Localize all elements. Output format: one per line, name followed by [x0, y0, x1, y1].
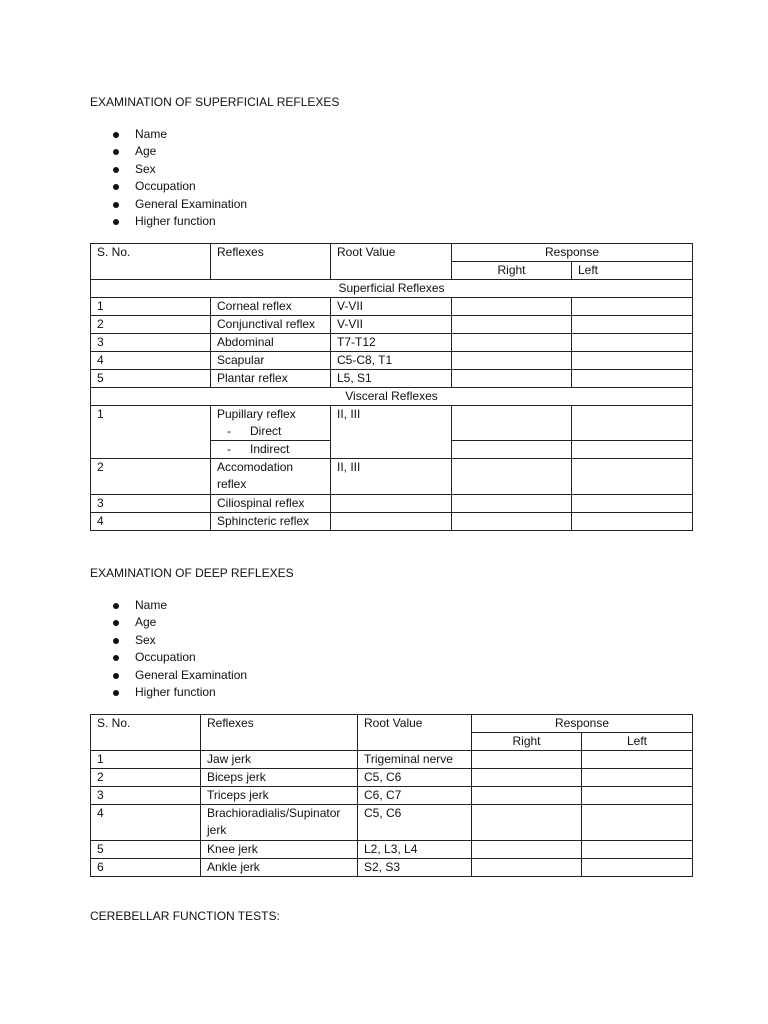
deep-heading: EXAMINATION OF DEEP REFLEXES [90, 566, 294, 580]
table-row [91, 406, 693, 441]
cell-sno: 2 [91, 769, 201, 787]
cell-root: C6, C7 [358, 787, 472, 805]
header-response: Response [452, 244, 693, 262]
bullet-icon [113, 149, 119, 155]
table-row [91, 459, 693, 495]
cell-left [572, 459, 693, 495]
table-row [91, 316, 693, 334]
list-item: Higher function [110, 213, 247, 230]
pupillary-indirect: - Indirect [227, 442, 290, 456]
cell-right [472, 805, 582, 841]
cell-right [472, 769, 582, 787]
cell-right [452, 316, 572, 334]
cell-right [472, 787, 582, 805]
superficial-bullet-list [110, 126, 247, 230]
cell-sno: 1 [91, 406, 211, 459]
cell-sno: 5 [91, 841, 201, 859]
cell-reflex: Brachioradialis/Supinator jerk [201, 805, 358, 841]
bullet-icon [113, 690, 119, 696]
cell-right [472, 751, 582, 769]
cell-reflex: Scapular [211, 352, 331, 370]
bullet-icon [113, 673, 119, 679]
cell-right [472, 859, 582, 877]
table-row [91, 769, 693, 787]
header-sno: S. No. [91, 715, 201, 751]
cell-reflex: Ciliospinal reflex [211, 495, 331, 513]
list-item: Name [110, 126, 247, 143]
list-item: General Examination [110, 667, 247, 684]
header-response: Response [472, 715, 693, 733]
cell-left [572, 495, 693, 513]
cell-root: C5, C6 [358, 769, 472, 787]
table-row [91, 751, 693, 769]
table-row [91, 334, 693, 352]
cell-root: C5, C6 [358, 805, 472, 841]
cell-sno: 4 [91, 352, 211, 370]
cell-sno: 2 [91, 316, 211, 334]
cell-reflex: Biceps jerk [201, 769, 358, 787]
cell-sno: 1 [91, 751, 201, 769]
list-item: Higher function [110, 684, 247, 701]
cell-right [452, 513, 572, 531]
list-item: Age [110, 143, 247, 160]
bullet-icon [113, 132, 119, 138]
header-reflexes: Reflexes [201, 715, 358, 751]
cell-reflex: Conjunctival reflex [211, 316, 331, 334]
cell-root: V-VII [331, 316, 452, 334]
header-right: Right [472, 733, 582, 751]
cell-right [452, 406, 572, 441]
cell-right [452, 459, 572, 495]
cell-reflex: Knee jerk [201, 841, 358, 859]
bullet-icon [113, 620, 119, 626]
header-root-value: Root Value [331, 244, 452, 280]
cell-left [582, 751, 693, 769]
header-left: Left [572, 262, 693, 280]
table-header-row [91, 244, 693, 262]
table-row [91, 805, 693, 841]
superficial-reflex-table [90, 243, 693, 531]
cell-sno: 3 [91, 495, 211, 513]
bullet-icon [113, 655, 119, 661]
bullet-icon [113, 167, 119, 173]
table-row [91, 298, 693, 316]
header-sno: S. No. [91, 244, 211, 280]
cell-root: T7-T12 [331, 334, 452, 352]
table-row [91, 787, 693, 805]
section-row [91, 388, 693, 406]
header-reflexes: Reflexes [211, 244, 331, 280]
table-header-row [91, 715, 693, 733]
cell-right [452, 298, 572, 316]
section-row [91, 280, 693, 298]
list-item: Sex [110, 161, 247, 178]
cell-sno: 2 [91, 459, 211, 495]
table-row [91, 495, 693, 513]
cell-root: L5, S1 [331, 370, 452, 388]
superficial-heading: EXAMINATION OF SUPERFICIAL REFLEXES [90, 95, 340, 109]
cell-sno: 6 [91, 859, 201, 877]
cell-root: C5-C8, T1 [331, 352, 452, 370]
cell-right [472, 841, 582, 859]
section-visceral: Visceral Reflexes [91, 388, 693, 406]
cell-reflex [211, 441, 331, 459]
bullet-icon [113, 202, 119, 208]
cell-reflex [211, 406, 331, 441]
list-item: Sex [110, 632, 247, 649]
cell-left [572, 513, 693, 531]
bullet-icon [113, 184, 119, 190]
cell-reflex: Jaw jerk [201, 751, 358, 769]
cell-right [452, 495, 572, 513]
cell-sno: 1 [91, 298, 211, 316]
cell-sno: 4 [91, 805, 201, 841]
cell-root: II, III [331, 406, 452, 459]
cell-left [582, 841, 693, 859]
deep-bullet-list [110, 597, 247, 701]
cell-left [572, 352, 693, 370]
cell-reflex: Triceps jerk [201, 787, 358, 805]
cell-reflex: Accomodation reflex [211, 459, 331, 495]
list-item: Age [110, 614, 247, 631]
header-root-value: Root Value [358, 715, 472, 751]
pupillary-direct: - Direct [227, 424, 282, 438]
cell-root: II, III [331, 459, 452, 495]
cerebellar-heading: CEREBELLAR FUNCTION TESTS: [90, 909, 280, 923]
pupillary-reflex-label: Pupillary reflex [217, 407, 296, 421]
list-item: General Examination [110, 196, 247, 213]
cell-reflex: Corneal reflex [211, 298, 331, 316]
cell-right [452, 352, 572, 370]
cell-left [572, 298, 693, 316]
table-row [91, 859, 693, 877]
cell-reflex: Sphincteric reflex [211, 513, 331, 531]
cell-reflex: Ankle jerk [201, 859, 358, 877]
table-row [91, 841, 693, 859]
cell-reflex: Plantar reflex [211, 370, 331, 388]
table-row [91, 352, 693, 370]
table-row [91, 370, 693, 388]
cell-left [582, 769, 693, 787]
cell-root: Trigeminal nerve [358, 751, 472, 769]
cell-left [572, 406, 693, 441]
cell-left [582, 859, 693, 877]
cell-root: V-VII [331, 298, 452, 316]
table-row [91, 513, 693, 531]
list-item: Occupation [110, 178, 247, 195]
list-item: Occupation [110, 649, 247, 666]
cell-left [572, 316, 693, 334]
cell-right [452, 334, 572, 352]
cell-sno: 3 [91, 334, 211, 352]
header-right: Right [452, 262, 572, 280]
list-item: Name [110, 597, 247, 614]
cell-left [572, 334, 693, 352]
cell-sno: 4 [91, 513, 211, 531]
bullet-icon [113, 219, 119, 225]
cell-sno: 5 [91, 370, 211, 388]
cell-right [452, 441, 572, 459]
bullet-icon [113, 603, 119, 609]
cell-root [331, 495, 452, 513]
cell-left [582, 805, 693, 841]
cell-root [331, 513, 452, 531]
header-left: Left [582, 733, 693, 751]
cell-root: L2, L3, L4 [358, 841, 472, 859]
deep-reflex-table [90, 714, 693, 877]
bullet-icon [113, 638, 119, 644]
cell-reflex: Abdominal [211, 334, 331, 352]
cell-left [582, 787, 693, 805]
section-superficial: Superficial Reflexes [91, 280, 693, 298]
cell-left [572, 441, 693, 459]
cell-sno: 3 [91, 787, 201, 805]
cell-right [452, 370, 572, 388]
cell-root: S2, S3 [358, 859, 472, 877]
cell-left [572, 370, 693, 388]
